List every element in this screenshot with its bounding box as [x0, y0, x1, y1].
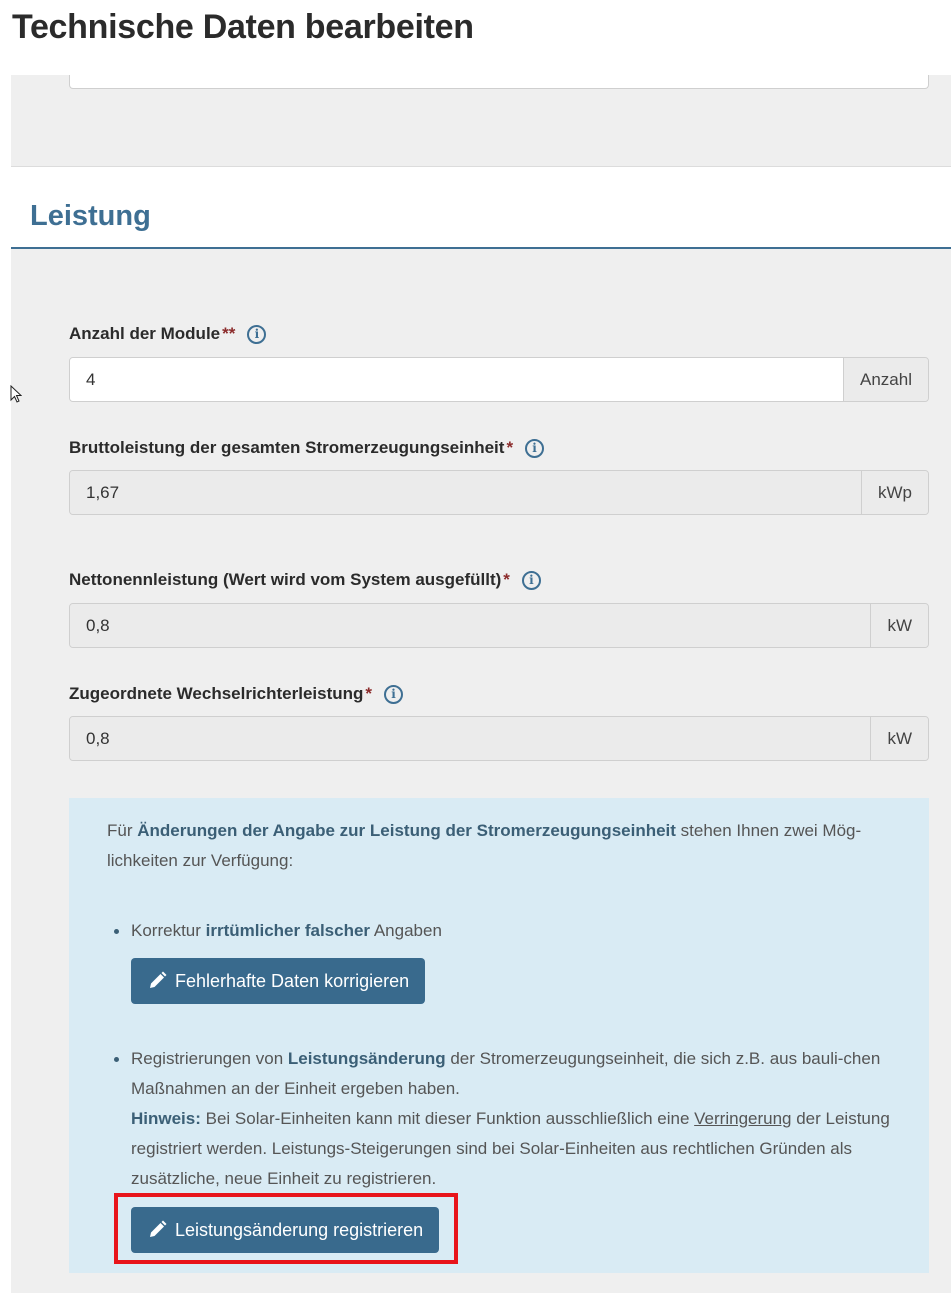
unit-addon: kW: [870, 717, 928, 760]
bullet-text: Korrektur: [131, 921, 206, 940]
fehlerhafte-daten-korrigieren-button[interactable]: [131, 958, 425, 1004]
anzahl-module-input-group: [69, 357, 929, 402]
field-label-nettonennleistung: [69, 570, 541, 590]
section-title: Leistung: [30, 200, 151, 232]
info-icon[interactable]: i: [522, 571, 541, 590]
hint-label: Hinweis:: [131, 1109, 201, 1128]
bullet-text: Registrierungen von: [131, 1049, 288, 1068]
field-label-anzahl-module: [69, 324, 266, 344]
field-label-text: Nettonennleistung (Wert wird vom System ausgefüllt): [69, 570, 502, 589]
required-marker: **: [222, 324, 236, 343]
info-intro: [107, 816, 897, 876]
page-title: Technische Daten bearbeiten: [12, 8, 474, 46]
bullet-bold-text: irrtümlicher falscher: [205, 921, 371, 940]
bullet-bold-text: Leistungsänderung: [287, 1049, 446, 1068]
bruttoleistung-input-group: [69, 470, 929, 515]
hint-underlined-text: Verringerung: [694, 1109, 792, 1128]
unit-addon: kWp: [861, 471, 928, 514]
info-icon[interactable]: i: [247, 325, 266, 344]
intro-bold-text: Änderungen der Angabe zur Leistung der Stromerzeugungseinheit: [137, 821, 676, 840]
anzahl-module-input[interactable]: 4: [70, 358, 843, 401]
nettonennleistung-input[interactable]: 0,8: [70, 604, 870, 647]
button-label: Fehlerhafte Daten korrigieren: [175, 970, 410, 991]
field-label-wechselrichterleistung: [69, 684, 403, 704]
field-label-text: Zugeordnete Wechselrichterleistung: [69, 684, 364, 703]
field-label-text: Bruttoleistung der gesamten Stromerzeugungseinheit: [69, 438, 505, 457]
previous-field-edge[interactable]: [69, 75, 929, 89]
unit-addon: kW: [870, 604, 928, 647]
info-icon[interactable]: i: [525, 439, 544, 458]
bullet-text: Angaben: [370, 921, 442, 940]
required-marker: *: [365, 684, 373, 703]
bullet-text: der Stromerzeugungseinheit, die sich z.B. aus bauli-chen Maßnahmen an der Einheit ergeben haben.: [131, 1049, 881, 1098]
pencil-icon: [147, 971, 167, 991]
highlight-box: [114, 1193, 458, 1264]
unit-addon: Anzahl: [843, 358, 928, 401]
nettonennleistung-input-group: [69, 603, 929, 648]
field-label-text: Anzahl der Module: [69, 324, 221, 343]
info-icon[interactable]: i: [384, 685, 403, 704]
intro-text: Für: [107, 821, 138, 840]
section-header: [11, 180, 951, 249]
wechselrichterleistung-input[interactable]: 0,8: [70, 717, 870, 760]
intro-text: stehen Ihnen zwei Mög-lichkeiten zur Verfügung:: [107, 821, 862, 870]
mouse-cursor-icon: [10, 385, 22, 403]
bruttoleistung-input[interactable]: 1,67: [70, 471, 861, 514]
hint-text: der Leistung registriert werden. Leistungs-Steigerungen sind bei Solar-Einheiten aus rechtlichen Gründen als zusätzliche, neue Einheit zu registrieren.: [131, 1109, 890, 1188]
wechselrichterleistung-input-group: [69, 716, 929, 761]
list-item-korrektur: [131, 916, 901, 946]
previous-section-panel: [11, 75, 951, 167]
hint-text: Bei Solar-Einheiten kann mit dieser Funktion ausschließlich eine: [200, 1109, 695, 1128]
list-item-leistungsaenderung: [131, 1044, 901, 1194]
field-label-bruttoleistung: [69, 438, 544, 458]
button-label: Leistungsänderung registrieren: [175, 1219, 424, 1240]
required-marker: *: [506, 438, 514, 457]
required-marker: *: [503, 570, 510, 589]
